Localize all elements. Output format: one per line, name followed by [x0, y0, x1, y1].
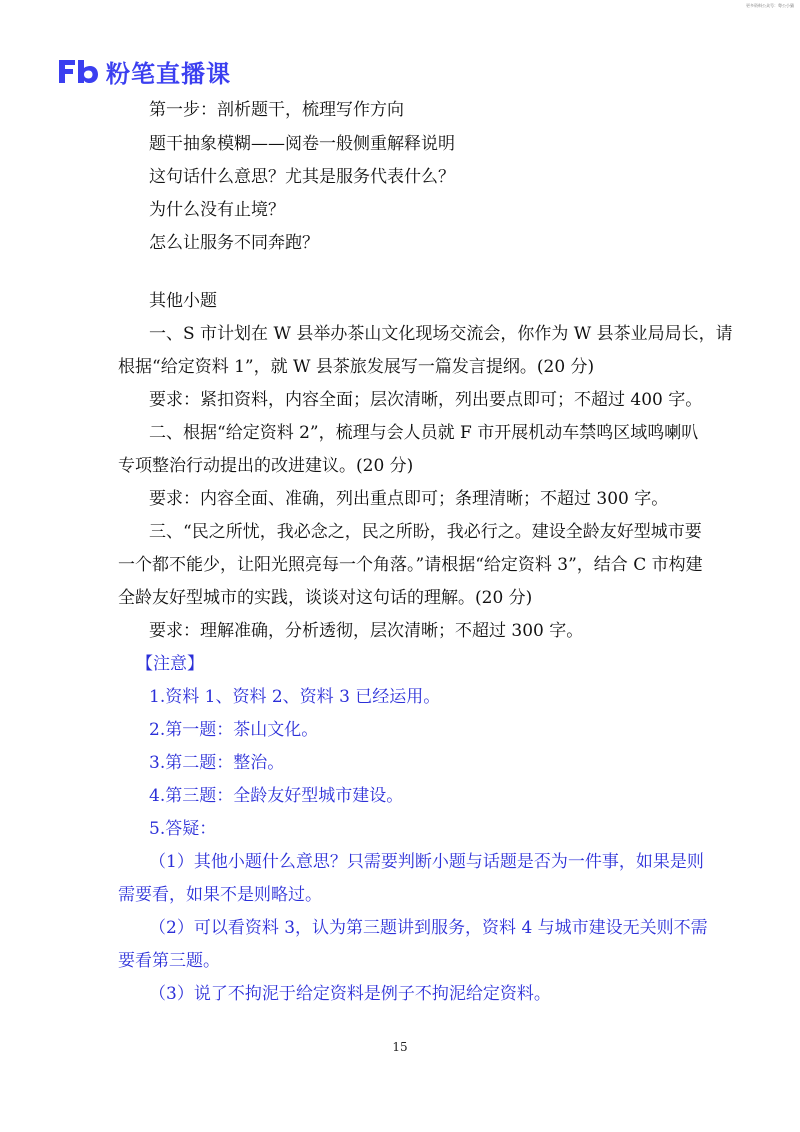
q3-line-2: 一个都不能少，让阳光照亮每一个角落。”请根据“给定资料 3”，结合 C 市构建 [118, 555, 703, 575]
q2-line-1: 二、根据“给定资料 2”，梳理与会人员就 F 市开展机动车禁鸣区域鸣喇叭 [149, 423, 699, 443]
note-sub-1-line-2: 需要看，如果不是则略过。 [118, 885, 322, 905]
step-line-2: 这句话什么意思？尤其是服务代表什么？ [149, 167, 455, 187]
note-sub-3-line-1: （3）说了不拘泥于给定资料是例子不拘泥给定资料。 [149, 984, 551, 1004]
corner-note: 更多资料公众号：粤公小猫 [746, 3, 794, 8]
note-item-1: 1.资料 1、资料 2、资料 3 已经运用。 [149, 687, 441, 707]
q1-requirement: 要求：紧扣资料，内容全面；层次清晰，列出要点即可；不超过 400 字。 [149, 390, 703, 410]
note-title: 【注意】 [136, 654, 204, 674]
q1-line-1: 一、S 市计划在 W 县举办茶山文化现场交流会，你作为 W 县茶业局局长，请 [149, 324, 733, 344]
q3-requirement: 要求：理解准确，分析透彻，层次清晰；不超过 300 字。 [149, 621, 584, 641]
note-sub-2-line-1: （2）可以看资料 3，认为第三题讲到服务，资料 4 与城市建设无关则不需 [149, 918, 708, 938]
fb-logo-icon [56, 56, 100, 86]
step-line-3: 为什么没有止境？ [149, 200, 285, 220]
q2-requirement: 要求：内容全面、准确，列出重点即可；条理清晰；不超过 300 字。 [149, 489, 669, 509]
note-sub-2-line-2: 要看第三题。 [118, 951, 220, 971]
q3-line-3: 全龄友好型城市的实践，谈谈对这句话的理解。(20 分) [118, 588, 533, 608]
q1-line-2: 根据“给定资料 1”，就 W 县茶旅发展写一篇发言提纲。(20 分) [118, 357, 595, 377]
note-sub-1-line-1: （1）其他小题什么意思？只需要判断小题与话题是否为一件事，如果是则 [149, 852, 704, 872]
step-line-4: 怎么让服务不同奔跑？ [149, 233, 319, 253]
q3-line-1: 三、“民之所忧，我必念之，民之所盼，我必行之。建设全龄友好型城市要 [149, 522, 702, 542]
note-item-2: 2.第一题：茶山文化。 [149, 720, 319, 740]
q2-line-2: 专项整治行动提出的改进建议。(20 分) [118, 456, 414, 476]
brand-logo [56, 54, 231, 88]
note-item-4: 4.第三题：全龄友好型城市建设。 [149, 786, 404, 806]
note-item-5: 5.答疑： [149, 819, 217, 839]
step-title: 第一步：剖析题干，梳理写作方向 [149, 100, 404, 120]
note-item-3: 3.第二题：整治。 [149, 753, 285, 773]
step-line-1: 题干抽象模糊——阅卷一般侧重解释说明 [149, 134, 455, 154]
logo-text: 粉笔直播课 [106, 59, 231, 88]
other-heading: 其他小题 [149, 291, 217, 311]
page-number: 15 [392, 1040, 408, 1054]
